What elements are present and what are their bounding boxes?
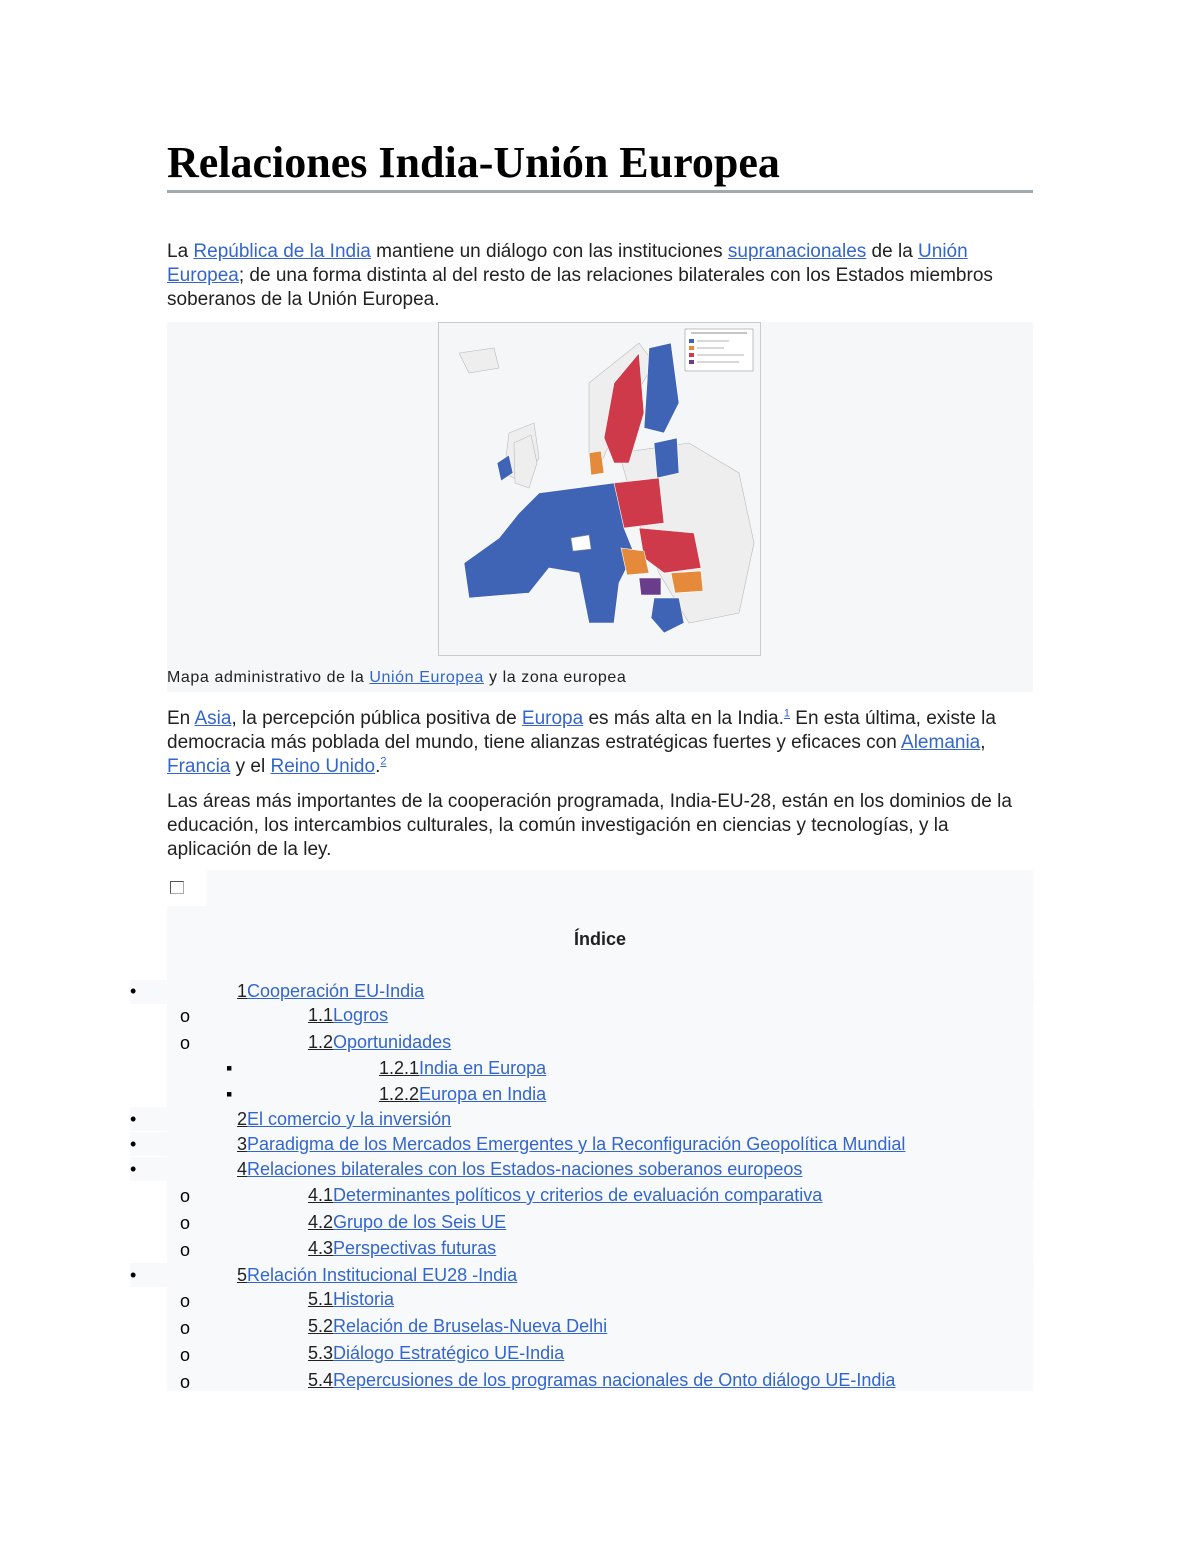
p2-text-1: En (167, 708, 195, 729)
intro-text-4: ; de una forma distinta al del resto de las relaciones bilaterales con los Estados miembros soberanos de la Unión Europea. (167, 265, 993, 310)
intro-text-3: de la (866, 241, 919, 262)
toc-bullet: • (130, 1159, 137, 1179)
toc-bullet: o (180, 1006, 191, 1026)
toc-bullet: o (180, 1345, 191, 1365)
link-reino-unido[interactable]: Reino Unido (270, 756, 376, 777)
toc-bullet: o (180, 1291, 191, 1311)
toc-bullet: • (130, 1134, 137, 1154)
link-supranacionales[interactable]: supranacionales (727, 241, 867, 262)
page-title: Relaciones India-Unión Europea (167, 138, 1033, 193)
toc-bullet: o (180, 1240, 191, 1260)
toc-item-3[interactable]: 3Paradigma de los Mercados Emergentes y la Reconfiguración Geopolítica Mundial (237, 1134, 906, 1154)
p2-text-6: y el (230, 756, 271, 777)
toc-bullet: o (180, 1213, 191, 1233)
reference-2[interactable]: 2 (380, 755, 387, 768)
toc-item-5[interactable]: 5Relación Institucional EU28 -India (237, 1265, 518, 1285)
reference-1[interactable]: 1 (783, 707, 790, 720)
toc-item-1-2-2[interactable]: 1.2.2Europa en India (379, 1084, 547, 1104)
toc-bullet: ▪ (226, 1058, 233, 1078)
toc-item-4[interactable]: 4Relaciones bilaterales con los Estados-naciones soberanos europeos (237, 1159, 803, 1179)
link-francia[interactable]: Francia (167, 756, 231, 777)
p2-text-2: , la percepción pública positiva de (231, 708, 522, 729)
map-figure (167, 322, 1033, 692)
toc-bullet: • (130, 981, 137, 1001)
p2-text-5: , (980, 732, 986, 753)
toc-item-4-3[interactable]: 4.3Perspectivas futuras (308, 1238, 497, 1258)
eu-map-image[interactable] (438, 322, 761, 656)
toc-bullet: • (130, 1265, 137, 1285)
toc-item-1[interactable]: 1Cooperación EU-India (237, 981, 425, 1001)
toc-item-5-1[interactable]: 5.1Historia (308, 1289, 395, 1309)
link-asia[interactable]: Asia (194, 708, 232, 729)
toc-bullet: o (180, 1186, 191, 1206)
toc-bullet: o (180, 1318, 191, 1338)
link-europa[interactable]: Europa (521, 708, 584, 729)
p2-text-7: . (375, 756, 381, 777)
caption-link-union-europea[interactable]: Unión Europea (369, 669, 484, 686)
cooperation-paragraph: Las áreas más importantes de la cooperación programada, India-EU-28, están en los dominios de la educación, los intercambios culturales, la común investigación en ciencias y tecnologías, y la aplicación de la ley. (167, 791, 1012, 860)
toc-bullet: o (180, 1033, 191, 1053)
link-alemania[interactable]: Alemania (901, 732, 981, 753)
p2-text-4: En esta última, existe la democracia más poblada del mundo, tiene alianzas estratégicas fuertes y eficaces con (167, 708, 996, 753)
caption-text-1: Mapa administrativo de la (167, 669, 370, 686)
toc-item-1-2[interactable]: 1.2Oportunidades (308, 1032, 452, 1052)
toc-item-1-1[interactable]: 1.1Logros (308, 1005, 389, 1025)
toc-item-5-4[interactable]: 5.4Repercusiones de los programas nacionales de Onto diálogo UE-India (308, 1370, 896, 1390)
link-union-europea[interactable]: Unión Europea (167, 241, 968, 286)
toc-item-4-1[interactable]: 4.1Determinantes políticos y criterios de evaluación comparativa (308, 1185, 823, 1205)
toc-bullet: • (130, 1109, 137, 1129)
toc-item-1-2-1[interactable]: 1.2.1India en Europa (379, 1058, 547, 1078)
link-republica-india[interactable]: República de la India (193, 241, 371, 262)
toc-checkbox-icon[interactable] (170, 881, 184, 894)
eu-map-icon (439, 323, 760, 655)
caption-text-2: y la zona europea (483, 669, 627, 686)
toc-bullet: o (180, 1372, 191, 1392)
toc-item-5-2[interactable]: 5.2Relación de Bruselas-Nueva Delhi (308, 1316, 608, 1336)
intro-text-1: La (167, 241, 194, 262)
toc-title: Índice (573, 929, 626, 949)
intro-text-2: mantiene un diálogo con las instituciones (370, 241, 728, 262)
map-caption (167, 669, 626, 687)
p2-text-3: es más alta en la India. (583, 708, 784, 729)
toc-item-2[interactable]: 2El comercio y la inversión (237, 1109, 452, 1129)
asia-paragraph (167, 707, 1033, 779)
toc-bullet: ▪ (226, 1084, 233, 1104)
intro-paragraph (167, 240, 1033, 312)
toc-item-4-2[interactable]: 4.2Grupo de los Seis UE (308, 1212, 507, 1232)
toc-item-5-3[interactable]: 5.3Diálogo Estratégico UE-India (308, 1343, 565, 1363)
toc-toggle[interactable] (167, 870, 207, 906)
